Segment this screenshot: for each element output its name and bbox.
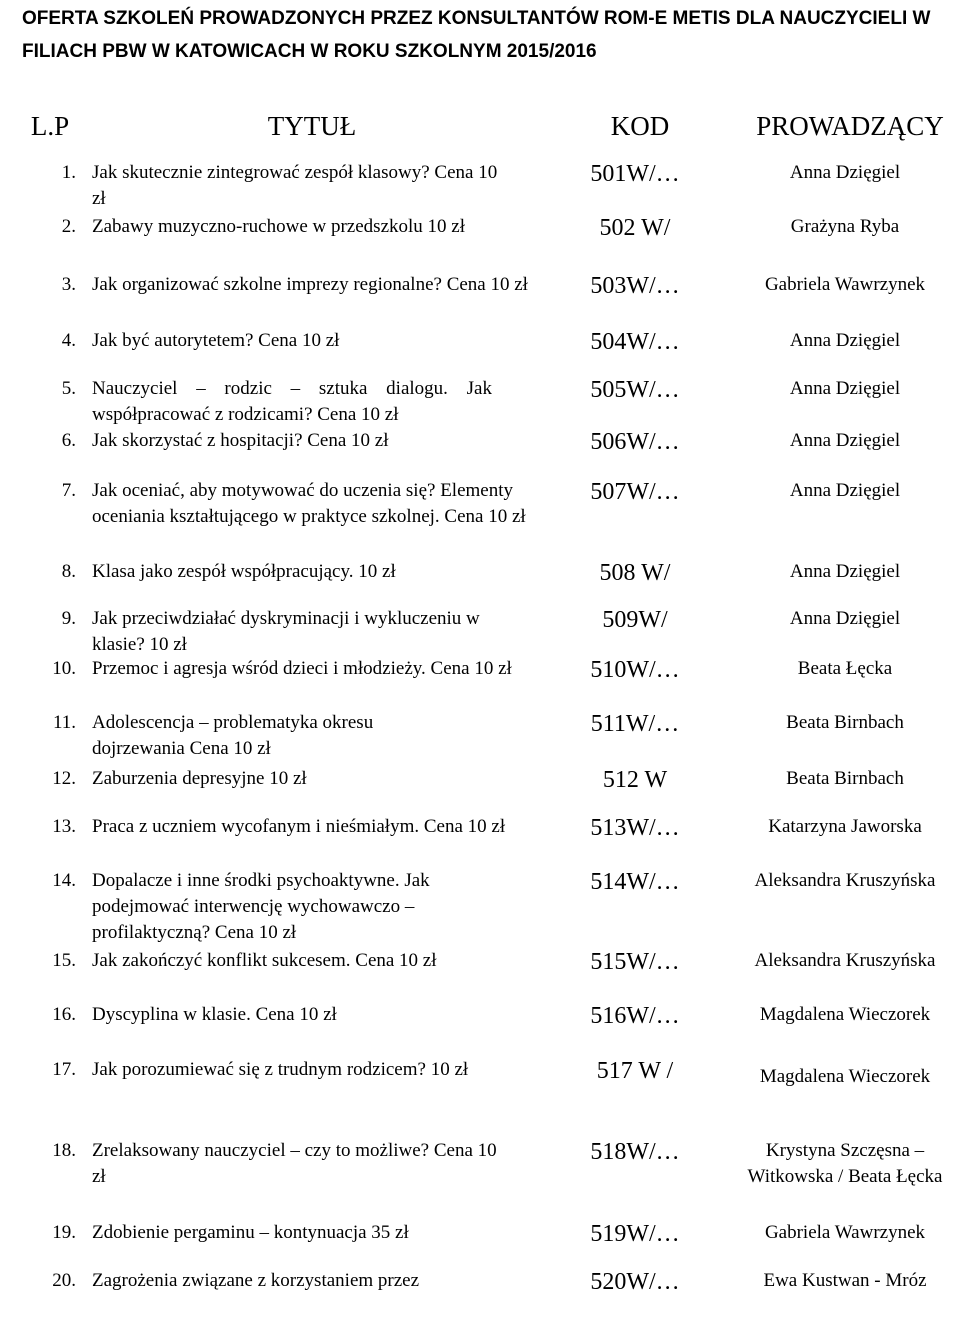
row-number: 7. — [61, 480, 76, 501]
row-code: 514W/… — [590, 869, 680, 895]
row-lecturer: Beata Łęcka — [797, 658, 893, 679]
row-code: 504W/… — [590, 329, 680, 355]
row-title: Dyscyplina w klasie. Cena 10 zł — [92, 1004, 337, 1025]
row-number: 3. — [61, 274, 76, 295]
row-number: 20. — [52, 1270, 76, 1291]
row-lecturer: Magdalena Wieczorek — [759, 1066, 931, 1087]
row-number: 17. — [52, 1059, 76, 1080]
row-code: 520W/… — [590, 1269, 680, 1295]
row-title: Zaburzenia depresyjne 10 zł — [92, 768, 307, 789]
row-title: Przemoc i agresja wśród dzieci i młodzieży. Cena 10 zł — [92, 658, 512, 679]
row-lecturer: Krystyna Szczęsna – Witkowska / Beata Łęcka — [747, 1140, 943, 1187]
row-lecturer: Anna Dzięgiel — [789, 378, 901, 399]
header-lp: L.P — [30, 111, 70, 141]
row-number: 19. — [52, 1222, 76, 1243]
row-code: 516W/… — [590, 1003, 680, 1029]
row-title: Klasa jako zespół współpracujący. 10 zł — [92, 561, 396, 582]
row-code: 512 W — [602, 767, 668, 793]
row-lecturer: Anna Dzięgiel — [789, 480, 901, 501]
row-title: Nauczyciel – rodzic – sztuka dialogu. Jak współpracować z rodzicami? Cena 10 zł — [92, 378, 492, 425]
row-code: 517 W / — [596, 1058, 674, 1084]
row-lecturer: Magdalena Wieczorek — [759, 1004, 931, 1025]
row-title: Praca z uczniem wycofanym i nieśmiałym. Cena 10 zł — [92, 816, 506, 837]
row-code: 513W/… — [590, 815, 680, 841]
header-kod: KOD — [610, 111, 670, 141]
row-number: 1. — [61, 162, 76, 183]
row-lecturer: Beata Birnbach — [786, 712, 904, 733]
row-title: Zagrożenia związane z korzystaniem przez — [92, 1270, 420, 1291]
row-lecturer: Katarzyna Jaworska — [768, 816, 922, 837]
row-lecturer: Grażyna Ryba — [790, 216, 900, 237]
row-lecturer: Ewa Kustwan - Mróz — [763, 1270, 927, 1291]
row-title: Dopalacze i inne środki psychoaktywne. Jak podejmować interwencję wychowawczo – profilaktyczną? Cena 10 zł — [92, 870, 430, 943]
row-lecturer: Aleksandra Kruszyńska — [754, 870, 936, 891]
row-code: 511W/… — [590, 711, 680, 737]
row-lecturer: Aleksandra Kruszyńska — [754, 950, 936, 971]
row-number: 2. — [61, 216, 76, 237]
row-title: Jak porozumiewać się z trudnym rodzicem? 10 zł — [92, 1059, 469, 1080]
row-number: 6. — [61, 430, 76, 451]
row-code: 501W/… — [590, 161, 680, 187]
row-number: 16. — [52, 1004, 76, 1025]
row-title: Adolescencja – problematyka okresu dojrzewania Cena 10 zł — [92, 712, 374, 759]
row-number: 10. — [52, 658, 76, 679]
row-title: Jak przeciwdziałać dyskryminacji i wykluczeniu w klasie? 10 zł — [92, 608, 480, 655]
row-title: Jak skutecznie zintegrować zespół klasowy? Cena 10 zł — [92, 162, 498, 209]
row-code: 515W/… — [590, 949, 680, 975]
row-lecturer: Anna Dzięgiel — [789, 330, 901, 351]
row-title: Zrelaksowany nauczyciel – czy to możliwe? Cena 10 zł — [92, 1140, 497, 1187]
row-number: 14. — [52, 870, 76, 891]
row-number: 4. — [61, 330, 76, 351]
row-code: 505W/… — [590, 377, 680, 403]
row-title: Zabawy muzyczno-ruchowe w przedszkolu 10 zł — [92, 216, 465, 237]
row-number: 8. — [61, 561, 76, 582]
row-lecturer: Anna Dzięgiel — [789, 561, 901, 582]
row-lecturer: Beata Birnbach — [786, 768, 904, 789]
row-code: 519W/… — [590, 1221, 680, 1247]
row-code: 508 W/ — [599, 560, 671, 586]
row-number: 18. — [52, 1140, 76, 1161]
row-lecturer: Gabriela Wawrzynek — [764, 1222, 926, 1243]
row-code: 502 W/ — [599, 215, 671, 241]
row-number: 15. — [52, 950, 76, 971]
row-lecturer: Anna Dzięgiel — [789, 162, 901, 183]
row-number: 11. — [52, 712, 76, 733]
row-code: 510W/… — [590, 657, 680, 683]
page-title: OFERTA SZKOLEŃ PROWADZONYCH PRZEZ KONSULTANTÓW ROM-E METIS DLA NAUCZYCIELI W FILIACH PBW W KATOWICACH W ROKU SZKOLNYM 2015/2016 — [22, 8, 931, 62]
row-lecturer: Gabriela Wawrzynek — [764, 274, 926, 295]
row-number: 9. — [61, 608, 76, 629]
row-title: Jak organizować szkolne imprezy regionalne? Cena 10 zł — [92, 274, 528, 295]
row-number: 13. — [52, 816, 76, 837]
row-code: 509W/ — [602, 607, 668, 633]
header-tytul: TYTUŁ — [267, 111, 357, 141]
row-code: 506W/… — [590, 429, 680, 455]
row-title: Zdobienie pergaminu – kontynuacja 35 zł — [92, 1222, 409, 1243]
row-lecturer: Anna Dzięgiel — [789, 608, 901, 629]
row-lecturer: Anna Dzięgiel — [789, 430, 901, 451]
row-title: Jak zakończyć konflikt sukcesem. Cena 10 zł — [92, 950, 437, 971]
header-prowadzacy: PROWADZĄCY — [756, 111, 944, 141]
row-title: Jak oceniać, aby motywować do uczenia się? Elementy oceniania kształtującego w praktyce szkolnej. Cena 10 zł — [92, 480, 526, 527]
row-number: 12. — [52, 768, 76, 789]
row-code: 503W/… — [590, 273, 680, 299]
row-code: 518W/… — [590, 1139, 680, 1165]
row-title: Jak być autorytetem? Cena 10 zł — [92, 330, 340, 351]
row-number: 5. — [61, 378, 76, 399]
row-code: 507W/… — [590, 479, 680, 505]
row-title: Jak skorzystać z hospitacji? Cena 10 zł — [92, 430, 389, 451]
